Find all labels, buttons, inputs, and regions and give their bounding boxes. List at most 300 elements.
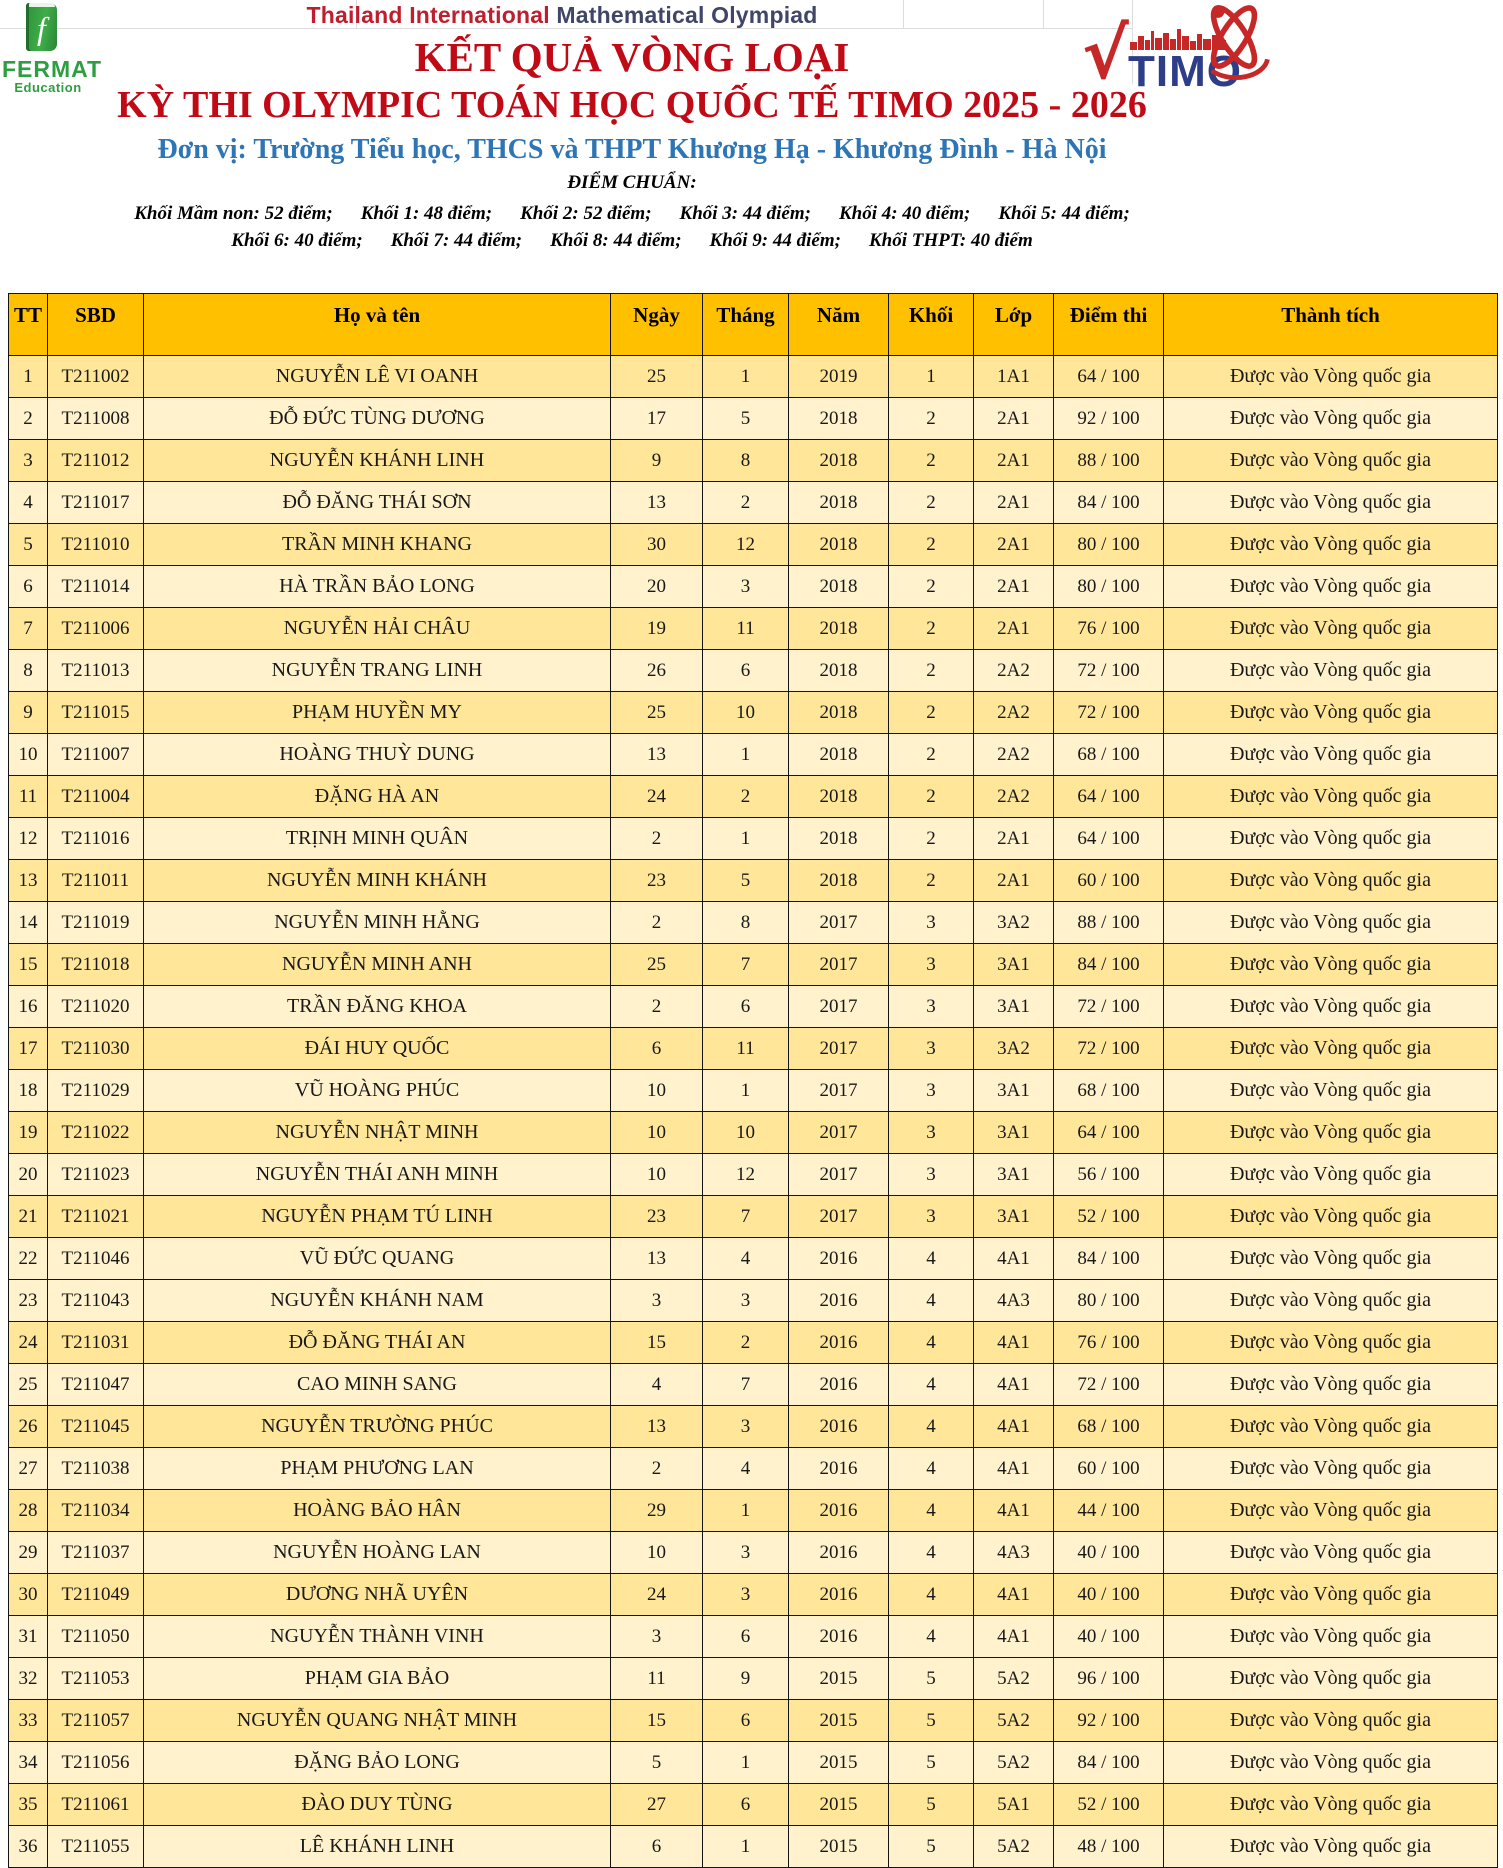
cell-tt: 7: [9, 608, 48, 650]
cell-lop: 2A2: [974, 734, 1054, 776]
column-header-result: Thành tích: [1164, 294, 1498, 356]
cell-result: Được vào Vòng quốc gia: [1164, 986, 1498, 1028]
cell-day: 25: [611, 356, 703, 398]
table-header-row: [9, 294, 1498, 356]
cell-name: NGUYỄN TRƯỜNG PHÚC: [144, 1406, 611, 1448]
cell-lop: 5A2: [974, 1700, 1054, 1742]
cell-tt: 18: [9, 1070, 48, 1112]
cell-khoi: 2: [889, 440, 974, 482]
cell-result: Được vào Vòng quốc gia: [1164, 356, 1498, 398]
cell-year: 2017: [789, 1070, 889, 1112]
cell-score: 40 / 100: [1054, 1574, 1164, 1616]
cell-khoi: 5: [889, 1658, 974, 1700]
cell-day: 10: [611, 1070, 703, 1112]
cell-khoi: 3: [889, 986, 974, 1028]
cell-result: Được vào Vòng quốc gia: [1164, 1112, 1498, 1154]
cell-lop: 2A1: [974, 524, 1054, 566]
cell-score: 52 / 100: [1054, 1196, 1164, 1238]
cell-name: NGUYỄN QUANG NHẬT MINH: [144, 1700, 611, 1742]
cell-year: 2018: [789, 776, 889, 818]
cell-sbd: T211061: [48, 1784, 144, 1826]
cell-khoi: 2: [889, 650, 974, 692]
cell-month: 1: [703, 356, 789, 398]
cell-khoi: 4: [889, 1406, 974, 1448]
cell-score: 68 / 100: [1054, 1406, 1164, 1448]
cell-sbd: T211010: [48, 524, 144, 566]
cell-day: 2: [611, 818, 703, 860]
cutoff-item: Khối 7: 44 điểm;: [390, 230, 523, 251]
cell-day: 10: [611, 1112, 703, 1154]
cell-lop: 5A2: [974, 1742, 1054, 1784]
cell-khoi: 3: [889, 944, 974, 986]
cell-month: 6: [703, 650, 789, 692]
cell-khoi: 4: [889, 1322, 974, 1364]
cell-name: NGUYỄN THÀNH VINH: [144, 1616, 611, 1658]
cell-name: TRẦN MINH KHANG: [144, 524, 611, 566]
cell-tt: 24: [9, 1322, 48, 1364]
cell-name: VŨ ĐỨC QUANG: [144, 1238, 611, 1280]
fermat-book-letter: f: [37, 10, 46, 46]
cutoff-line-2: [0, 229, 1264, 253]
cell-score: 72 / 100: [1054, 1028, 1164, 1070]
cell-lop: 2A1: [974, 608, 1054, 650]
table-row: [9, 524, 1498, 566]
cell-name: VŨ HOÀNG PHÚC: [144, 1070, 611, 1112]
cell-tt: 20: [9, 1154, 48, 1196]
cell-tt: 19: [9, 1112, 48, 1154]
cell-day: 6: [611, 1028, 703, 1070]
cell-name: CAO MINH SANG: [144, 1364, 611, 1406]
cell-name: HÀ TRẦN BẢO LONG: [144, 566, 611, 608]
table-row: [9, 734, 1498, 776]
cell-name: TRẦN ĐĂNG KHOA: [144, 986, 611, 1028]
cell-day: 4: [611, 1364, 703, 1406]
table-row: [9, 608, 1498, 650]
cell-month: 5: [703, 398, 789, 440]
cell-year: 2018: [789, 860, 889, 902]
cell-name: ĐỖ ĐĂNG THÁI AN: [144, 1322, 611, 1364]
cell-sbd: T211004: [48, 776, 144, 818]
cell-year: 2016: [789, 1364, 889, 1406]
cell-sbd: T211038: [48, 1448, 144, 1490]
cell-result: Được vào Vòng quốc gia: [1164, 1070, 1498, 1112]
cell-tt: 10: [9, 734, 48, 776]
cell-result: Được vào Vòng quốc gia: [1164, 1238, 1498, 1280]
table-row: [9, 1406, 1498, 1448]
table-row: [9, 1070, 1498, 1112]
cell-month: 3: [703, 1532, 789, 1574]
cell-month: 1: [703, 1826, 789, 1868]
cell-sbd: T211030: [48, 1028, 144, 1070]
table-row: [9, 1532, 1498, 1574]
cell-khoi: 4: [889, 1616, 974, 1658]
cell-lop: 4A1: [974, 1490, 1054, 1532]
cell-name: ĐÁI HUY QUỐC: [144, 1028, 611, 1070]
cell-khoi: 5: [889, 1742, 974, 1784]
cell-year: 2018: [789, 440, 889, 482]
cell-year: 2018: [789, 692, 889, 734]
table-row: [9, 1742, 1498, 1784]
cell-sbd: T211031: [48, 1322, 144, 1364]
cell-score: 76 / 100: [1054, 608, 1164, 650]
cell-result: Được vào Vòng quốc gia: [1164, 734, 1498, 776]
cell-khoi: 5: [889, 1700, 974, 1742]
cell-day: 10: [611, 1532, 703, 1574]
cell-tt: 8: [9, 650, 48, 692]
cell-lop: 4A1: [974, 1616, 1054, 1658]
cell-name: NGUYỄN THÁI ANH MINH: [144, 1154, 611, 1196]
table-row: [9, 1574, 1498, 1616]
cell-tt: 23: [9, 1280, 48, 1322]
cell-tt: 21: [9, 1196, 48, 1238]
cell-tt: 4: [9, 482, 48, 524]
cell-year: 2016: [789, 1616, 889, 1658]
cell-month: 1: [703, 1070, 789, 1112]
cell-score: 52 / 100: [1054, 1784, 1164, 1826]
column-header-day: Ngày: [611, 294, 703, 356]
cell-tt: 9: [9, 692, 48, 734]
unit-line: Đơn vị: Trường Tiểu học, THCS và THPT Khương Hạ - Khương Đình - Hà Nội: [157, 134, 1107, 165]
cell-sbd: T211014: [48, 566, 144, 608]
cell-result: Được vào Vòng quốc gia: [1164, 650, 1498, 692]
cell-name: PHẠM PHƯƠNG LAN: [144, 1448, 611, 1490]
cell-result: Được vào Vòng quốc gia: [1164, 818, 1498, 860]
column-header-month: Tháng: [703, 294, 789, 356]
cell-month: 5: [703, 860, 789, 902]
cell-year: 2016: [789, 1238, 889, 1280]
cell-khoi: 2: [889, 524, 974, 566]
cell-result: Được vào Vòng quốc gia: [1164, 1784, 1498, 1826]
cell-sbd: T211012: [48, 440, 144, 482]
column-header-tt: TT: [9, 294, 48, 356]
cell-result: Được vào Vòng quốc gia: [1164, 1658, 1498, 1700]
cell-lop: 3A1: [974, 944, 1054, 986]
page-subtitle: KỲ THI OLYMPIC TOÁN HỌC QUỐC TẾ TIMO 2025 - 2026: [117, 84, 1147, 126]
cell-tt: 33: [9, 1700, 48, 1742]
cell-score: 80 / 100: [1054, 524, 1164, 566]
cell-lop: 3A1: [974, 1070, 1054, 1112]
cell-tt: 29: [9, 1532, 48, 1574]
cell-day: 13: [611, 482, 703, 524]
cell-name: TRỊNH MINH QUÂN: [144, 818, 611, 860]
cell-year: 2018: [789, 734, 889, 776]
table-row: [9, 1616, 1498, 1658]
cell-sbd: T211046: [48, 1238, 144, 1280]
cell-sbd: T211053: [48, 1658, 144, 1700]
cell-lop: 3A1: [974, 1154, 1054, 1196]
cell-khoi: 4: [889, 1238, 974, 1280]
cell-lop: 2A1: [974, 398, 1054, 440]
cell-tt: 14: [9, 902, 48, 944]
cell-sbd: T211017: [48, 482, 144, 524]
cell-score: 64 / 100: [1054, 356, 1164, 398]
cell-lop: 4A1: [974, 1406, 1054, 1448]
cell-tt: 17: [9, 1028, 48, 1070]
cell-year: 2019: [789, 356, 889, 398]
cell-sbd: T211055: [48, 1826, 144, 1868]
table-row: [9, 944, 1498, 986]
column-header-year: Năm: [789, 294, 889, 356]
cell-result: Được vào Vòng quốc gia: [1164, 1364, 1498, 1406]
cell-year: 2015: [789, 1658, 889, 1700]
cell-lop: 4A1: [974, 1574, 1054, 1616]
cell-sbd: T211016: [48, 818, 144, 860]
table-row: [9, 1154, 1498, 1196]
cutoff-item: Khối THPT: 40 điểm: [868, 230, 1033, 251]
strapline: [0, 2, 1124, 29]
cell-name: ĐẶNG HÀ AN: [144, 776, 611, 818]
table-row: [9, 440, 1498, 482]
cell-khoi: 5: [889, 1784, 974, 1826]
cell-result: Được vào Vòng quốc gia: [1164, 398, 1498, 440]
cell-khoi: 3: [889, 1028, 974, 1070]
cell-day: 30: [611, 524, 703, 566]
cell-khoi: 3: [889, 1070, 974, 1112]
cell-day: 6: [611, 1826, 703, 1868]
cutoff-line-1: [0, 202, 1264, 226]
cell-tt: 11: [9, 776, 48, 818]
cell-year: 2016: [789, 1574, 889, 1616]
cell-khoi: 5: [889, 1826, 974, 1868]
cell-year: 2017: [789, 1154, 889, 1196]
cell-day: 15: [611, 1322, 703, 1364]
cell-year: 2016: [789, 1448, 889, 1490]
cell-month: 6: [703, 986, 789, 1028]
cell-sbd: T211056: [48, 1742, 144, 1784]
cell-day: 3: [611, 1616, 703, 1658]
cell-sbd: T211013: [48, 650, 144, 692]
cell-name: PHẠM GIA BẢO: [144, 1658, 611, 1700]
cell-lop: 2A2: [974, 650, 1054, 692]
cell-result: Được vào Vòng quốc gia: [1164, 860, 1498, 902]
cell-month: 11: [703, 1028, 789, 1070]
cutoff-item: Khối 2: 52 điểm;: [520, 203, 652, 224]
cell-lop: 3A1: [974, 1112, 1054, 1154]
cell-result: Được vào Vòng quốc gia: [1164, 1742, 1498, 1784]
cell-score: 84 / 100: [1054, 482, 1164, 524]
cell-sbd: T211037: [48, 1532, 144, 1574]
cell-lop: 3A2: [974, 1028, 1054, 1070]
cell-name: NGUYỄN PHẠM TÚ LINH: [144, 1196, 611, 1238]
table-row: [9, 1028, 1498, 1070]
cell-name: NGUYỄN LÊ VI OANH: [144, 356, 611, 398]
cell-name: NGUYỄN KHÁNH LINH: [144, 440, 611, 482]
cell-name: NGUYỄN TRANG LINH: [144, 650, 611, 692]
table-row: [9, 692, 1498, 734]
cell-score: 64 / 100: [1054, 776, 1164, 818]
cell-month: 6: [703, 1784, 789, 1826]
cell-year: 2017: [789, 1196, 889, 1238]
cell-year: 2018: [789, 482, 889, 524]
fermat-education-label: Education: [14, 80, 82, 95]
cell-year: 2018: [789, 650, 889, 692]
strapline-mathematical-olympiad: Mathematical Olympiad: [549, 2, 818, 28]
cell-name: LÊ KHÁNH LINH: [144, 1826, 611, 1868]
cell-sbd: T211043: [48, 1280, 144, 1322]
cell-month: 2: [703, 1322, 789, 1364]
cell-tt: 3: [9, 440, 48, 482]
cutoff-item: Khối 9: 44 điểm;: [709, 230, 841, 251]
cell-tt: 1: [9, 356, 48, 398]
cell-day: 23: [611, 1196, 703, 1238]
cell-day: 25: [611, 692, 703, 734]
cell-khoi: 4: [889, 1532, 974, 1574]
cell-khoi: 2: [889, 608, 974, 650]
cell-score: 60 / 100: [1054, 1448, 1164, 1490]
cell-sbd: T211057: [48, 1700, 144, 1742]
cutoff-item: Khối Mầm non: 52 điểm;: [134, 203, 333, 224]
cell-tt: 15: [9, 944, 48, 986]
cell-khoi: 4: [889, 1490, 974, 1532]
table-row: [9, 1196, 1498, 1238]
cell-score: 64 / 100: [1054, 818, 1164, 860]
table-row: [9, 1322, 1498, 1364]
cell-month: 4: [703, 1238, 789, 1280]
cell-score: 80 / 100: [1054, 1280, 1164, 1322]
table-row: [9, 482, 1498, 524]
table-row: [9, 1700, 1498, 1742]
cell-khoi: 2: [889, 482, 974, 524]
cell-month: 3: [703, 566, 789, 608]
cell-year: 2016: [789, 1490, 889, 1532]
cell-lop: 4A1: [974, 1238, 1054, 1280]
cell-lop: 2A1: [974, 566, 1054, 608]
cell-tt: 6: [9, 566, 48, 608]
cell-result: Được vào Vòng quốc gia: [1164, 1028, 1498, 1070]
cell-result: Được vào Vòng quốc gia: [1164, 1574, 1498, 1616]
cell-day: 25: [611, 944, 703, 986]
cell-score: 56 / 100: [1054, 1154, 1164, 1196]
table-row: [9, 650, 1498, 692]
cell-khoi: 2: [889, 398, 974, 440]
cell-name: ĐỖ ĐĂNG THÁI SƠN: [144, 482, 611, 524]
cell-month: 1: [703, 1490, 789, 1532]
table-row: [9, 1490, 1498, 1532]
cell-khoi: 4: [889, 1574, 974, 1616]
cell-day: 2: [611, 902, 703, 944]
cell-sbd: T211015: [48, 692, 144, 734]
cell-result: Được vào Vòng quốc gia: [1164, 524, 1498, 566]
cell-sbd: T211049: [48, 1574, 144, 1616]
cell-result: Được vào Vòng quốc gia: [1164, 1826, 1498, 1868]
cell-khoi: 2: [889, 566, 974, 608]
table-row: [9, 1658, 1498, 1700]
cell-score: 88 / 100: [1054, 440, 1164, 482]
cell-khoi: 2: [889, 692, 974, 734]
cell-score: 84 / 100: [1054, 944, 1164, 986]
cell-sbd: T211021: [48, 1196, 144, 1238]
cell-result: Được vào Vòng quốc gia: [1164, 566, 1498, 608]
cell-name: NGUYỄN NHẬT MINH: [144, 1112, 611, 1154]
cell-tt: 28: [9, 1490, 48, 1532]
cell-result: Được vào Vòng quốc gia: [1164, 608, 1498, 650]
cell-name: PHẠM HUYỀN MY: [144, 692, 611, 734]
table-row: [9, 860, 1498, 902]
cell-sbd: T211047: [48, 1364, 144, 1406]
table-row: [9, 986, 1498, 1028]
cell-name: NGUYỄN MINH ANH: [144, 944, 611, 986]
cell-sbd: T211008: [48, 398, 144, 440]
cell-month: 12: [703, 1154, 789, 1196]
cutoff-item: Khối 5: 44 điểm;: [998, 203, 1130, 224]
cell-sbd: T211020: [48, 986, 144, 1028]
cell-month: 10: [703, 692, 789, 734]
cell-score: 40 / 100: [1054, 1532, 1164, 1574]
cell-year: 2018: [789, 524, 889, 566]
cell-score: 96 / 100: [1054, 1658, 1164, 1700]
cell-year: 2017: [789, 1112, 889, 1154]
cutoff-item: Khối 8: 44 điểm;: [550, 230, 682, 251]
cell-sbd: T211022: [48, 1112, 144, 1154]
cell-year: 2015: [789, 1700, 889, 1742]
cell-khoi: 3: [889, 1112, 974, 1154]
cell-day: 15: [611, 1700, 703, 1742]
cell-score: 76 / 100: [1054, 1322, 1164, 1364]
column-header-khoi: Khối: [889, 294, 974, 356]
cell-tt: 27: [9, 1448, 48, 1490]
cell-sbd: T211019: [48, 902, 144, 944]
column-header-name: Họ và tên: [144, 294, 611, 356]
cell-score: 80 / 100: [1054, 566, 1164, 608]
cell-score: 64 / 100: [1054, 1112, 1164, 1154]
cell-score: 40 / 100: [1054, 1616, 1164, 1658]
cell-tt: 12: [9, 818, 48, 860]
cell-month: 10: [703, 1112, 789, 1154]
cell-lop: 2A1: [974, 818, 1054, 860]
cell-year: 2017: [789, 902, 889, 944]
cell-month: 12: [703, 524, 789, 566]
cell-lop: 3A1: [974, 1196, 1054, 1238]
cell-result: Được vào Vòng quốc gia: [1164, 902, 1498, 944]
column-header-lop: Lớp: [974, 294, 1054, 356]
cell-month: 7: [703, 1196, 789, 1238]
cell-name: HOÀNG BẢO HÂN: [144, 1490, 611, 1532]
cell-day: 13: [611, 1406, 703, 1448]
cell-month: 8: [703, 902, 789, 944]
table-row: [9, 902, 1498, 944]
cell-score: 92 / 100: [1054, 398, 1164, 440]
cell-lop: 4A1: [974, 1364, 1054, 1406]
cell-sbd: T211045: [48, 1406, 144, 1448]
cutoff-item: Khối 3: 44 điểm;: [679, 203, 811, 224]
cell-tt: 2: [9, 398, 48, 440]
cell-sbd: T211023: [48, 1154, 144, 1196]
cell-day: 17: [611, 398, 703, 440]
cell-lop: 3A2: [974, 902, 1054, 944]
cell-sbd: T211007: [48, 734, 144, 776]
cell-result: Được vào Vòng quốc gia: [1164, 1448, 1498, 1490]
cell-name: ĐÀO DUY TÙNG: [144, 1784, 611, 1826]
timo-radical-glyph: √: [1082, 13, 1129, 95]
cell-day: 29: [611, 1490, 703, 1532]
cell-year: 2016: [789, 1532, 889, 1574]
cell-year: 2017: [789, 1028, 889, 1070]
cell-result: Được vào Vòng quốc gia: [1164, 692, 1498, 734]
cell-day: 13: [611, 734, 703, 776]
cutoff-item: Khối 6: 40 điểm;: [231, 230, 363, 251]
cell-day: 26: [611, 650, 703, 692]
cell-lop: 4A3: [974, 1532, 1054, 1574]
cell-result: Được vào Vòng quốc gia: [1164, 1532, 1498, 1574]
cell-month: 2: [703, 482, 789, 524]
cell-day: 24: [611, 776, 703, 818]
cell-result: Được vào Vòng quốc gia: [1164, 1406, 1498, 1448]
cell-result: Được vào Vòng quốc gia: [1164, 1700, 1498, 1742]
cell-day: 13: [611, 1238, 703, 1280]
cell-tt: 30: [9, 1574, 48, 1616]
cell-score: 72 / 100: [1054, 650, 1164, 692]
cell-month: 11: [703, 608, 789, 650]
